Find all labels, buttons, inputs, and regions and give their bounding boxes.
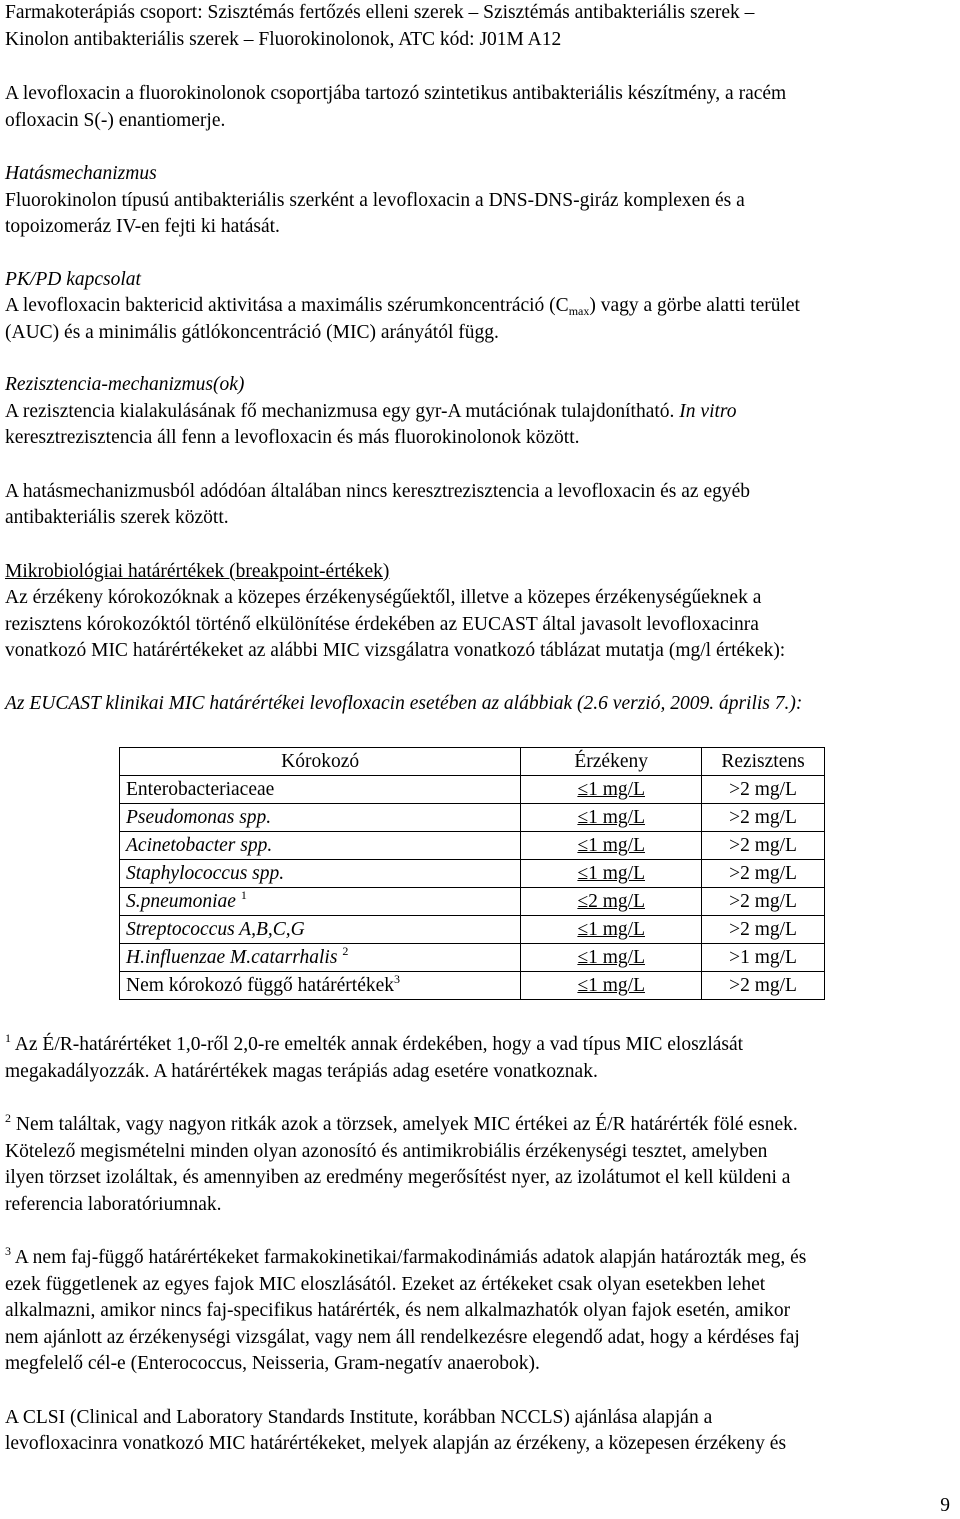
mechanism-line-1: Fluorokinolon típusú antibakteriális szerként a levofloxacin a DNS-DNS-giráz komplexen és a — [5, 189, 745, 211]
resistant-cell: >2 mg/L — [702, 804, 825, 832]
pathogen-cell: Streptococcus A,B,C,G — [120, 916, 521, 944]
breakpoints-line-2: rezisztens kórokozóktól történő elkülönítése érdekében az EUCAST által javasolt levofloxacinra — [5, 613, 759, 635]
resistant-cell: >2 mg/L — [702, 972, 825, 1000]
mechanism-line-2: topoizomeráz IV-en fejti ki hatását. — [5, 216, 280, 237]
clsi-line-1: A CLSI (Clinical and Laboratory Standards Institute, korábban NCCLS) ajánlása alapján a — [5, 1406, 713, 1428]
resistant-cell: >2 mg/L — [702, 832, 825, 860]
table-row — [120, 860, 825, 888]
pathogen-cell: Nem kórokozó függő határértékek$^3$ — [120, 972, 521, 1000]
sensitive-cell: ≤1 mg/L — [521, 804, 702, 832]
table-row — [120, 832, 825, 860]
document-page — [5, 0, 955, 717]
resistance-line-2: keresztrezisztencia áll fenn a levofloxacin és más fluorokinolonok között. — [5, 427, 580, 448]
eucast-table-title: Az EUCAST klinikai MIC határértékei levofloxacin esetében az alábbiak (2.6 verzió, 2009. április 7.): — [5, 692, 803, 714]
footnote-2-mark: 2 — [5, 1111, 11, 1125]
cross-line-2: antibakteriális szerek között. — [5, 507, 229, 528]
footnote-2-line-3: ilyen törzset izoláltak, és amennyiben az eredmény megerősítést nyer, az izolátumot el kell küldeni a — [5, 1167, 791, 1188]
pkpd-heading: PK/PD kapcsolat — [5, 268, 141, 290]
breakpoints-line-3: vonatkozó MIC határértékeket az alábbi MIC vizsgálatra vonatkozó táblázat mutatja (mg/l értékek): — [5, 640, 786, 661]
pathogen-cell: Staphylococcus spp. — [120, 860, 521, 888]
sensitive-cell: ≤1 mg/L — [521, 972, 702, 1000]
mic-breakpoint-table — [119, 747, 825, 1000]
footnotes — [5, 1032, 955, 1458]
intro-line-1: A levofloxacin a fluorokinolonok csoportjába tartozó szintetikus antibakteriális készítmény, a racém — [5, 83, 787, 104]
footnote-2-line-4: referencia laboratóriumnak. — [5, 1193, 222, 1215]
pathogen-cell: Acinetobacter spp. — [120, 832, 521, 860]
pathogen-cell: Enterobacteriaceae — [120, 776, 521, 804]
table-row — [120, 804, 825, 832]
table-row — [120, 944, 825, 972]
resistant-cell: >2 mg/L — [702, 888, 825, 916]
footnote-2-line-2: Kötelező megismételni minden olyan azonosító és antimikrobiális érzékenységi tesztet, amelyben — [5, 1140, 768, 1162]
pathogen-cell: Pseudomonas spp. — [120, 804, 521, 832]
table-header-row — [120, 748, 825, 776]
footnote-1-line-1: $^1$ Az É/R-határértéket 1,0-ről 2,0-re emelték annak érdekében, hogy a vad típus MIC eloszlását — [5, 1031, 744, 1055]
resistant-cell: >2 mg/L — [702, 860, 825, 888]
footnote-3-line-1: $^3$ A nem faj-függő határértékeket farmakokinetikai/farmakodinámiás adatok alapján határozták meg, és — [5, 1244, 807, 1268]
footnote-1-line-2: megakadályozzák. A határértékek magas terápiás adag esetére vonatkoznak. — [5, 1060, 598, 1082]
page-number: 9 — [940, 1495, 950, 1516]
footnote-3-line-2: ezek függetlenek az egyes fajok MIC eloszlásától. Ezeket az értékeket csak olyan esetekben lehet — [5, 1273, 766, 1295]
resistant-cell: >1 mg/L — [702, 944, 825, 972]
pathogen-cell: H.influenzae M.catarrhalis $^2$ — [120, 944, 521, 972]
footnote-3-line-3: alkalmazni, amikor nincs faj-specifikus határérték, és nem alkalmazhatók olyan fajok esetén, amikor — [5, 1300, 791, 1321]
sensitive-cell: ≤1 mg/L — [521, 944, 702, 972]
header-line-2: Kinolon antibakteriális szerek – Fluorokinolonok, ATC kód: J01M A12 — [5, 28, 562, 50]
pathogen-cell: S.pneumoniae $^1$ — [120, 888, 521, 916]
table-row — [120, 972, 825, 1000]
breakpoints-heading: Mikrobiológiai határértékek (breakpoint-értékek) — [5, 560, 390, 582]
sensitive-cell: ≤1 mg/L — [521, 832, 702, 860]
breakpoints-line-1: Az érzékeny kórokozóknak a közepes érzékenységűektől, illetve a közepes érzékenységűeknek a — [5, 587, 762, 608]
sensitive-cell: ≤1 mg/L — [521, 916, 702, 944]
footnote-2-line-1: $^2$ Nem találtak, vagy nagyon ritkák azok a törzsek, amelyek MIC értékei az É/R határérték fölé esnek. — [5, 1111, 798, 1135]
table-row — [120, 888, 825, 916]
resistant-cell: >2 mg/L — [702, 776, 825, 804]
sensitive-cell: ≤1 mg/L — [521, 860, 702, 888]
pkpd-line-1: A levofloxacin baktericid aktivitása a maximális szérumkoncentráció $(C_{max})$ vagy a görbe alatti terület — [5, 295, 800, 318]
header-sensitive: Érzékeny — [521, 748, 702, 776]
sensitive-cell: ≤1 mg/L — [521, 776, 702, 804]
resistance-heading: Rezisztencia-mechanizmus(ok) — [5, 374, 245, 395]
footnote-1-mark: 1 — [5, 1031, 11, 1045]
clsi-line-2: levofloxacinra vonatkozó MIC határértékeket, melyek alapján az érzékeny, a közepesen érzékeny és — [5, 1433, 787, 1454]
footnote-3-line-5: megfelelő cél-e (Enterococcus, Neisseria, Gram-negatív anaerobok). — [5, 1353, 540, 1374]
table-row — [120, 916, 825, 944]
pkpd-line-2: (AUC) és a minimális gátlókoncentráció (MIC) arányától függ. — [5, 321, 499, 343]
table-row — [120, 776, 825, 804]
header-line-1: Farmakoterápiás csoport: Szisztémás fertőzés elleni szerek – Szisztémás antibakteriális szerek – — [5, 2, 755, 23]
sensitive-cell: ≤2 mg/L — [521, 888, 702, 916]
footnote-3-mark: 3 — [5, 1244, 11, 1258]
header-resistant: Rezisztens — [702, 748, 825, 776]
cross-line-1: A hatásmechanizmusból adódóan általában nincs keresztrezisztencia a levofloxacin és az egyéb — [5, 480, 751, 502]
footnote-3-line-4: nem ajánlott az érzékenységi vizsgálat, vagy nem áll rendelkezésre elegendő adat, hogy a kérdéses faj — [5, 1326, 800, 1348]
mechanism-heading: Hatásmechanizmus — [5, 163, 157, 184]
intro-line-2: ofloxacin S(-) enantiomerje. — [5, 109, 226, 131]
resistant-cell: >2 mg/L — [702, 916, 825, 944]
header-pathogen: Kórokozó — [120, 748, 521, 776]
resistance-line-1: A rezisztencia kialakulásának fő mechanizmusa egy gyr-A mutációnak tulajdonítható. In vitro — [5, 400, 737, 422]
